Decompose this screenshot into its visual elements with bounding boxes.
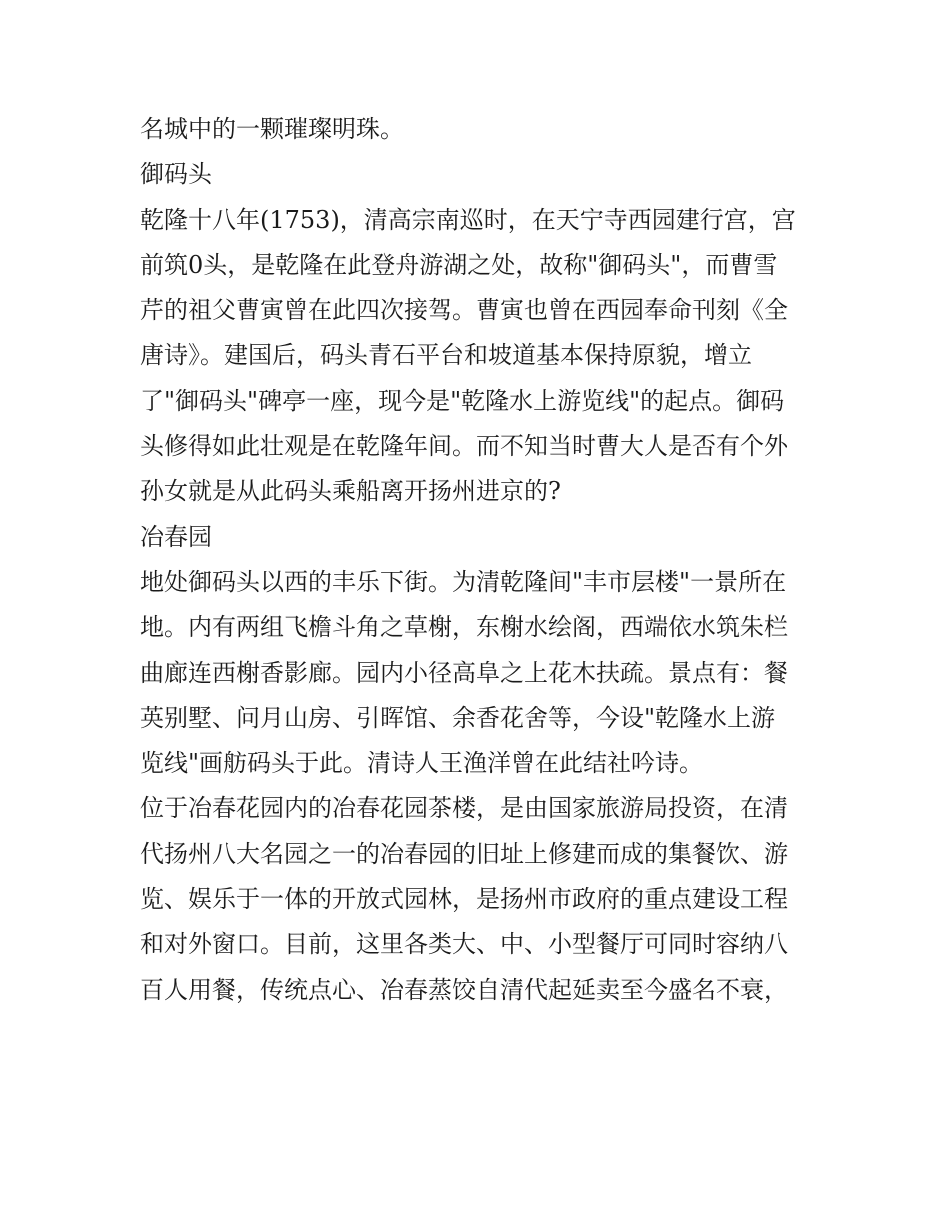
section-heading-yechunyuan: 冶春园 [140,522,212,551]
text-line: 英别墅、问月山房、引晖馆、余香花舍等，今设"乾隆水上游 [140,703,776,732]
text-line: 览线"画舫码头于此。清诗人王渔洋曾在此结社吟诗。 [140,749,704,778]
text-line: 了"御码头"碑亭一座，现今是"乾隆水上游览线"的起点。御码 [140,386,785,415]
text-line: 曲廊连西榭香影廊。园内小径高阜之上花木扶疏。景点有：餐 [140,658,788,687]
text-line: 唐诗》。建国后，码头青石平台和坡道基本保持原貌，增立 [140,341,752,370]
text-line: 前筑0头，是乾隆在此登舟游湖之处，故称"御码头"，而曹雪 [140,250,778,279]
text-line: 名城中的一颗璀璨明珠。 [140,115,404,143]
text-line: 览、娱乐于一体的开放式园林，是扬州市政府的重点建设工程 [140,885,788,914]
text-line: 地。内有两组飞檐斗角之草榭，东榭水绘阁，西端依水筑朱栏 [140,613,788,642]
text-line: 地处御码头以西的丰乐下街。为清乾隆间"丰市层楼"一景所在 [140,567,787,596]
text-line: 和对外窗口。目前，这里各类大、中、小型餐厅可同时容纳八 [140,930,788,959]
text-line: 孙女就是从此码头乘船离开扬州进京的? [140,477,561,506]
text-line: 芹的祖父曹寅曾在此四次接驾。曹寅也曾在西园奉命刊刻《全 [140,296,788,325]
section-heading-yumatou: 御码头 [140,160,212,189]
text-line: 乾隆十八年(1753)，清高宗南巡时，在天宁寺西园建行宫，宫 [140,205,796,234]
text-line: 位于冶春花园内的冶春花园茶楼，是由国家旅游局投资，在清 [140,794,788,823]
text-line: 百人用餐，传统点心、冶春蒸饺自清代起延卖至今盛名不衰， [140,975,788,1004]
text-line: 代扬州八大名园之一的冶春园的旧址上修建而成的集餐饮、游 [140,839,788,868]
document-body [140,107,820,1013]
text-line: 头修得如此壮观是在乾隆年间。而不知当时曹大人是否有个外 [140,432,788,461]
